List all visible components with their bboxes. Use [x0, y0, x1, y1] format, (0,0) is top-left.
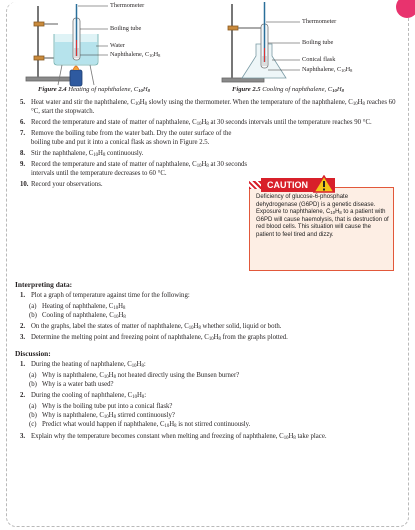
discussion-list: 1. During the heating of naphthalene, $C_{10}H_8$: (a) Why is naphthalene, $C_{10}H_8$ not heated directly using the Bunsen burner? (b) Why is a water bath used? 2. During the cooling of naphthalene, $C_{10}H_8$: (a) Why is the boiling tube put into a conical flask? (b) Why is naphthalene, $C_{10}H_8$ stirred continuously? (c) Predict what would happen if naphthalene, $C_{10}H_8$ is not stirred continuously. 3. Explain why the temperature becomes constant when melting and freezing of naphthalene, $C_{10}H_8$ take place.: [20, 361, 327, 441]
label-naphthalene-2: Naphthalene, $C_{10}H_8$: [302, 66, 353, 73]
label-naphthalene-1: Naphthalene, $C_{10}H_8$: [110, 51, 161, 58]
step-6: 6. Record the temperature and state of matter of naphthalene, $C_{10}H_8$ at 30 seconds intervals until the temperature reaches 90 °C.: [20, 119, 372, 127]
procedure-steps: [20, 98, 405, 190]
stand-base: [26, 77, 70, 81]
step-7: 7. Remove the boiling tube from the water bath. Dry the outer surface of the boiling tube and put it into a conical flask as shown in Figure 2.5.: [20, 129, 232, 146]
label-boiling-tube-1: Boiling tube: [110, 25, 142, 32]
caution-box: Deficiency of glucose-6-phosphate dehydrogenase (G6PD) is a genetic disease. Exposure to naphthalene, $C_{10}H_8$ to a patient with G6PD will cause haemolysis, that is destruction of red blood cells. This situation will cause the patient to feel tired and dizzy. CAUTION: [249, 178, 397, 274]
interpreting-heading: Interpreting data:: [15, 280, 73, 289]
warning-icon: [313, 175, 335, 193]
caption-figure-2-5: Figure 2.5 Cooling of naphthalene, $C_{10}H_8$: [232, 86, 344, 93]
label-conical-flask: Conical flask: [302, 56, 336, 63]
label-thermometer-1: Thermometer: [110, 2, 145, 9]
label-water: Water: [110, 42, 125, 49]
step-9: 9. Record the temperature and state of matter of naphthalene, $C_{10}H_8$ at 30 seconds intervals until the temperature decreases to 60 °C.: [20, 160, 248, 177]
discussion-heading: Discussion:: [15, 349, 51, 358]
interpreting-list: 1. Plot a graph of temperature against time for the following: (a) Heating of naphthalene, $C_{10}H_8$ (b) Cooling of naphthalene, $C_{10}H_8$ 2. On the graphs, label the states of matter of naphthalene, $C_{10}H_8$ whether solid, liquid or both. 3. Determine the melting point and freezing point of naphthalene, $C_{10}H_8$ from the graphs plotted.: [20, 292, 288, 343]
figure-heating-diagram: [26, 4, 108, 86]
step-5: 5. Heat water and stir the naphthalene, $C_{10}H_8$ slowly using the thermometer. When the temperature of the naphthalene, $C_{10}H_8$ reaches 60 °C, start the stopwatch.: [20, 99, 396, 116]
label-thermometer-2: Thermometer: [302, 18, 337, 25]
label-boiling-tube-2: Boiling tube: [302, 39, 334, 46]
caption-figure-2-4: Figure 2.4 Heating of naphthalene, $C_{10}H_8$: [38, 86, 150, 93]
apparatus-figures: [0, 0, 415, 96]
caution-title: CAUTION: [261, 178, 335, 192]
step-8: 8. Stir the naphthalene, $C_{10}H_8$ continuously.: [20, 149, 144, 158]
step-10: 10. Record your observations.: [20, 180, 103, 188]
caution-stripe: [249, 181, 261, 189]
figure-cooling-diagram: [222, 2, 300, 82]
